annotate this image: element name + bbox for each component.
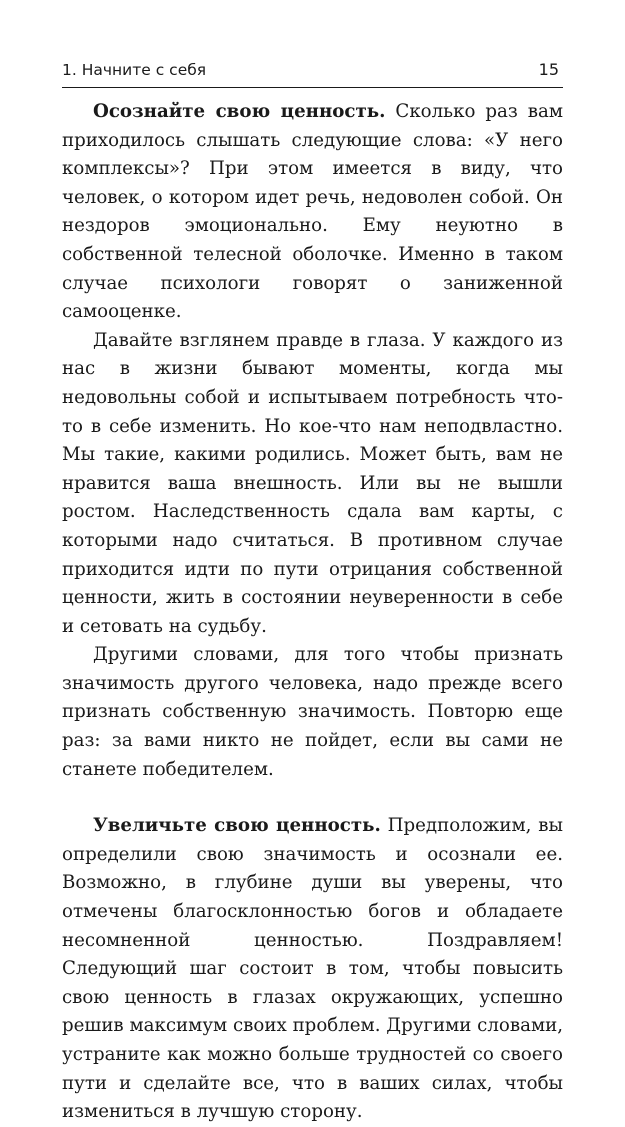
- paragraph-4-text: Предположим, вы определили свою значимость и осознали ее. Возможно, в глубине души вы уверены, что отмечены благосклонностью богов и обладаете несомненной ценностью. Поздравляем! Следующий шаг состоит в том, чтобы повысить свою ценность в глазах окружающих, успешно решив максимум своих проблем. Другими словами, устраните как можно больше трудностей со своего пути и сделайте все, что в ваших силах, чтобы измениться в лучшую сторону.: [62, 815, 563, 1123]
- paragraph-3: Другими словами, для того чтобы признать значимость другого человека, надо прежде всего признать собственную значимость. Повторю еще раз: за вами никто не пойдет, если вы сами не станете победителем.: [62, 644, 563, 780]
- paragraph-1: [62, 98, 563, 327]
- body-text: [62, 98, 563, 1127]
- running-header: [62, 59, 563, 88]
- paragraph-2: Давайте взглянем правде в глаза. У каждого из нас в жизни бывают моменты, когда мы недовольны собой и испытываем потребность что-то в себе изменить. Но кое-что нам неподвластно. Мы такие, какими родились. Может быть, вам не нравится ваша внешность. Или вы не вышли ростом. Наследственность сдала вам карты, с которыми надо считаться. В противном случае приходится идти по пути отрицания собственной ценности, жить в состоянии неуверенности в себе и сетовать на судьбу.: [62, 329, 563, 637]
- lead-term-1: Осознайте свою ценность.: [93, 101, 386, 122]
- chapter-title: 1. Начните с себя: [62, 61, 207, 79]
- lead-term-2: Увеличьте свою ценность.: [93, 815, 381, 837]
- paragraph-4: [62, 812, 563, 1127]
- paragraph-1-text: Сколько раз вам приходилось слышать следующие слова: «У него комплексы»? При этом имеется в виду, что человек, о котором идет речь, недоволен собой. Он нездоров эмоционально. Ему неуютно в собственной телесной оболочке. Именно в таком случае психологи говорят о заниженной самооценке.: [62, 101, 563, 323]
- page-number: 15: [538, 60, 559, 79]
